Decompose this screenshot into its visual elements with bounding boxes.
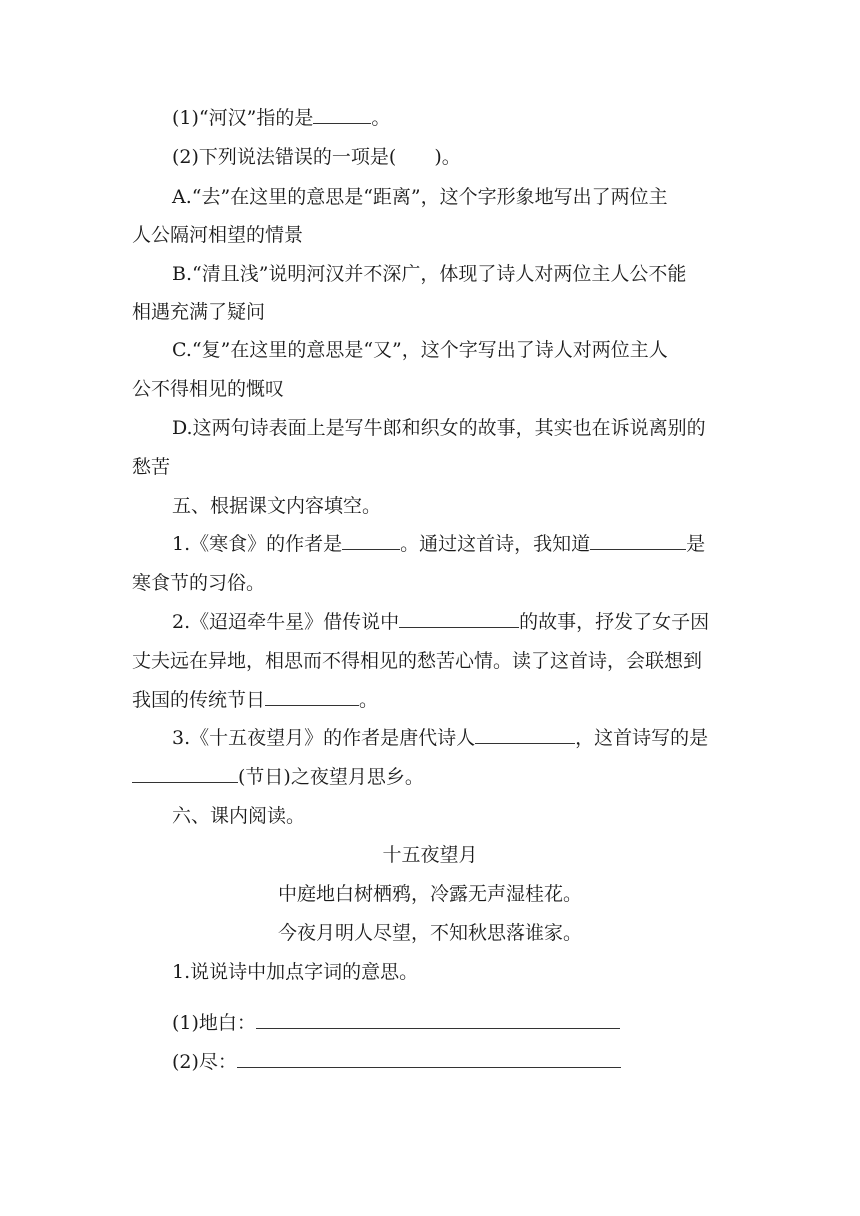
fill-question-2-cont: 丈夫远在异地，相思而不得相见的愁苦心情。读了这首诗，会联想到 xyxy=(132,650,703,672)
option-d-cont: 愁苦 xyxy=(132,456,171,478)
poem-line-1: 中庭地白树栖鸦，冷露无声湿桂花。 xyxy=(277,883,582,905)
option-a-cont: 人公隔河相望的情景 xyxy=(132,224,304,246)
answer-line[interactable] xyxy=(256,1027,620,1029)
poem-line-2: 今夜月明人尽望，不知秋思落谁家。 xyxy=(277,922,582,944)
section-6-heading: 六、课内阅读。 xyxy=(172,805,306,827)
answer-blank[interactable] xyxy=(132,781,238,783)
answer-blank[interactable] xyxy=(399,626,519,628)
answer-line[interactable] xyxy=(237,1066,621,1068)
answer-blank[interactable] xyxy=(590,548,686,550)
section-5-heading: 五、根据课文内容填空。 xyxy=(172,495,382,517)
answer-blank[interactable] xyxy=(313,122,371,124)
question-2-wrong-statement: (2)下列说法错误的一项是( )。 xyxy=(172,146,461,168)
answer-blank[interactable] xyxy=(265,704,359,706)
poem-title: 十五夜望月 xyxy=(382,844,478,866)
reading-question-1: 1.说说诗中加点字词的意思。 xyxy=(172,961,419,983)
fill-question-1-cont: 寒食节的习俗。 xyxy=(132,572,266,594)
reading-question-1-2: (2)尽： xyxy=(172,1050,621,1074)
answer-blank[interactable] xyxy=(475,742,575,744)
option-b: B.“清且浅”说明河汉并不深广，体现了诗人对两位主人公不能 xyxy=(172,263,687,285)
reading-question-1-1: (1)地白： xyxy=(172,1011,620,1035)
fill-question-1: 1.《寒食》的作者是 。通过这首诗，我知道 是 xyxy=(172,533,706,555)
option-b-cont: 相遇充满了疑问 xyxy=(132,301,266,323)
answer-blank[interactable] xyxy=(342,548,400,550)
question-1-hehan: (1)“河汉”指的是 。 xyxy=(172,107,391,129)
option-c-cont: 公不得相见的慨叹 xyxy=(132,378,285,400)
option-d: D.这两句诗表面上是写牛郎和织女的故事，其实也在诉说离别的 xyxy=(172,417,706,439)
fill-question-3-cont: (节日)之夜望月思乡。 xyxy=(132,765,424,789)
fill-question-2-cont2: 我国的传统节日 。 xyxy=(132,689,379,711)
option-a: A.“去”在这里的意思是“距离”，这个字形象地写出了两位主 xyxy=(172,186,668,208)
fill-question-2: 2.《迢迢牵牛星》借传说中 的故事，抒发了女子因 xyxy=(172,611,710,633)
option-c: C.“复”在这里的意思是“又”，这个字写出了诗人对两位主人 xyxy=(172,339,668,361)
fill-question-3: 3.《十五夜望月》的作者是唐代诗人 ，这首诗写的是 xyxy=(172,727,709,749)
